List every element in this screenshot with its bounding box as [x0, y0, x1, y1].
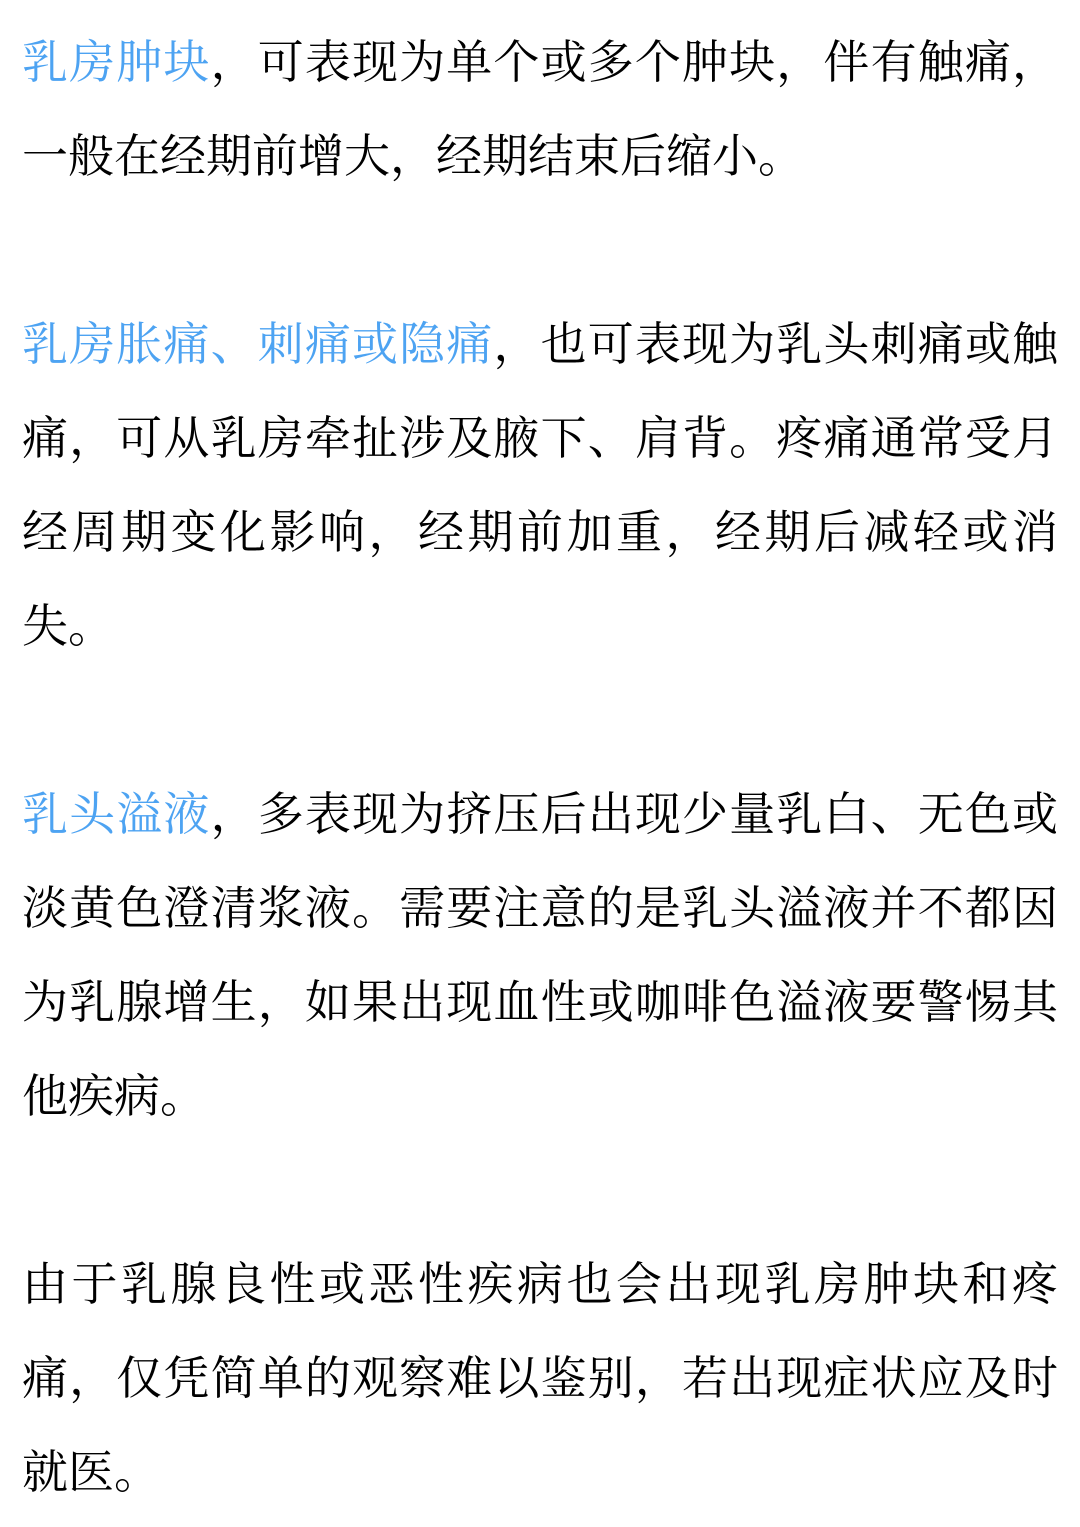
keyword-highlight: 乳头溢液: [22, 788, 211, 840]
keyword-highlight: 乳房肿块: [22, 36, 211, 88]
keyword-highlight: 乳房胀痛、刺痛或隐痛: [22, 318, 494, 370]
paragraph-breast-pain: [22, 297, 1058, 673]
paragraph-see-doctor-advice: [22, 1237, 1058, 1519]
paragraph-text: ，可表现为单个或多个肿块，伴有触痛，一般在经期前增大，经期结束后缩小。: [22, 36, 1059, 182]
paragraph-nipple-discharge: [22, 767, 1058, 1143]
paragraph-text: 由于乳腺良性或恶性疾病也会出现乳房肿块和疼痛，仅凭简单的观察难以鉴别，若出现症状应及时就医。: [22, 1258, 1058, 1498]
paragraph-text: ，多表现为挤压后出现少量乳白、无色或淡黄色澄清浆液。需要注意的是乳头溢液并不都因为乳腺增生，如果出现血性或咖啡色溢液要警惕其他疾病。: [22, 788, 1059, 1122]
paragraph-text: ，也可表现为乳头刺痛或触痛，可从乳房牵扯涉及腋下、肩背。疼痛通常受月经周期变化影响，经期前加重，经期后减轻或消失。: [22, 318, 1059, 652]
paragraph-breast-lump: [22, 15, 1058, 203]
